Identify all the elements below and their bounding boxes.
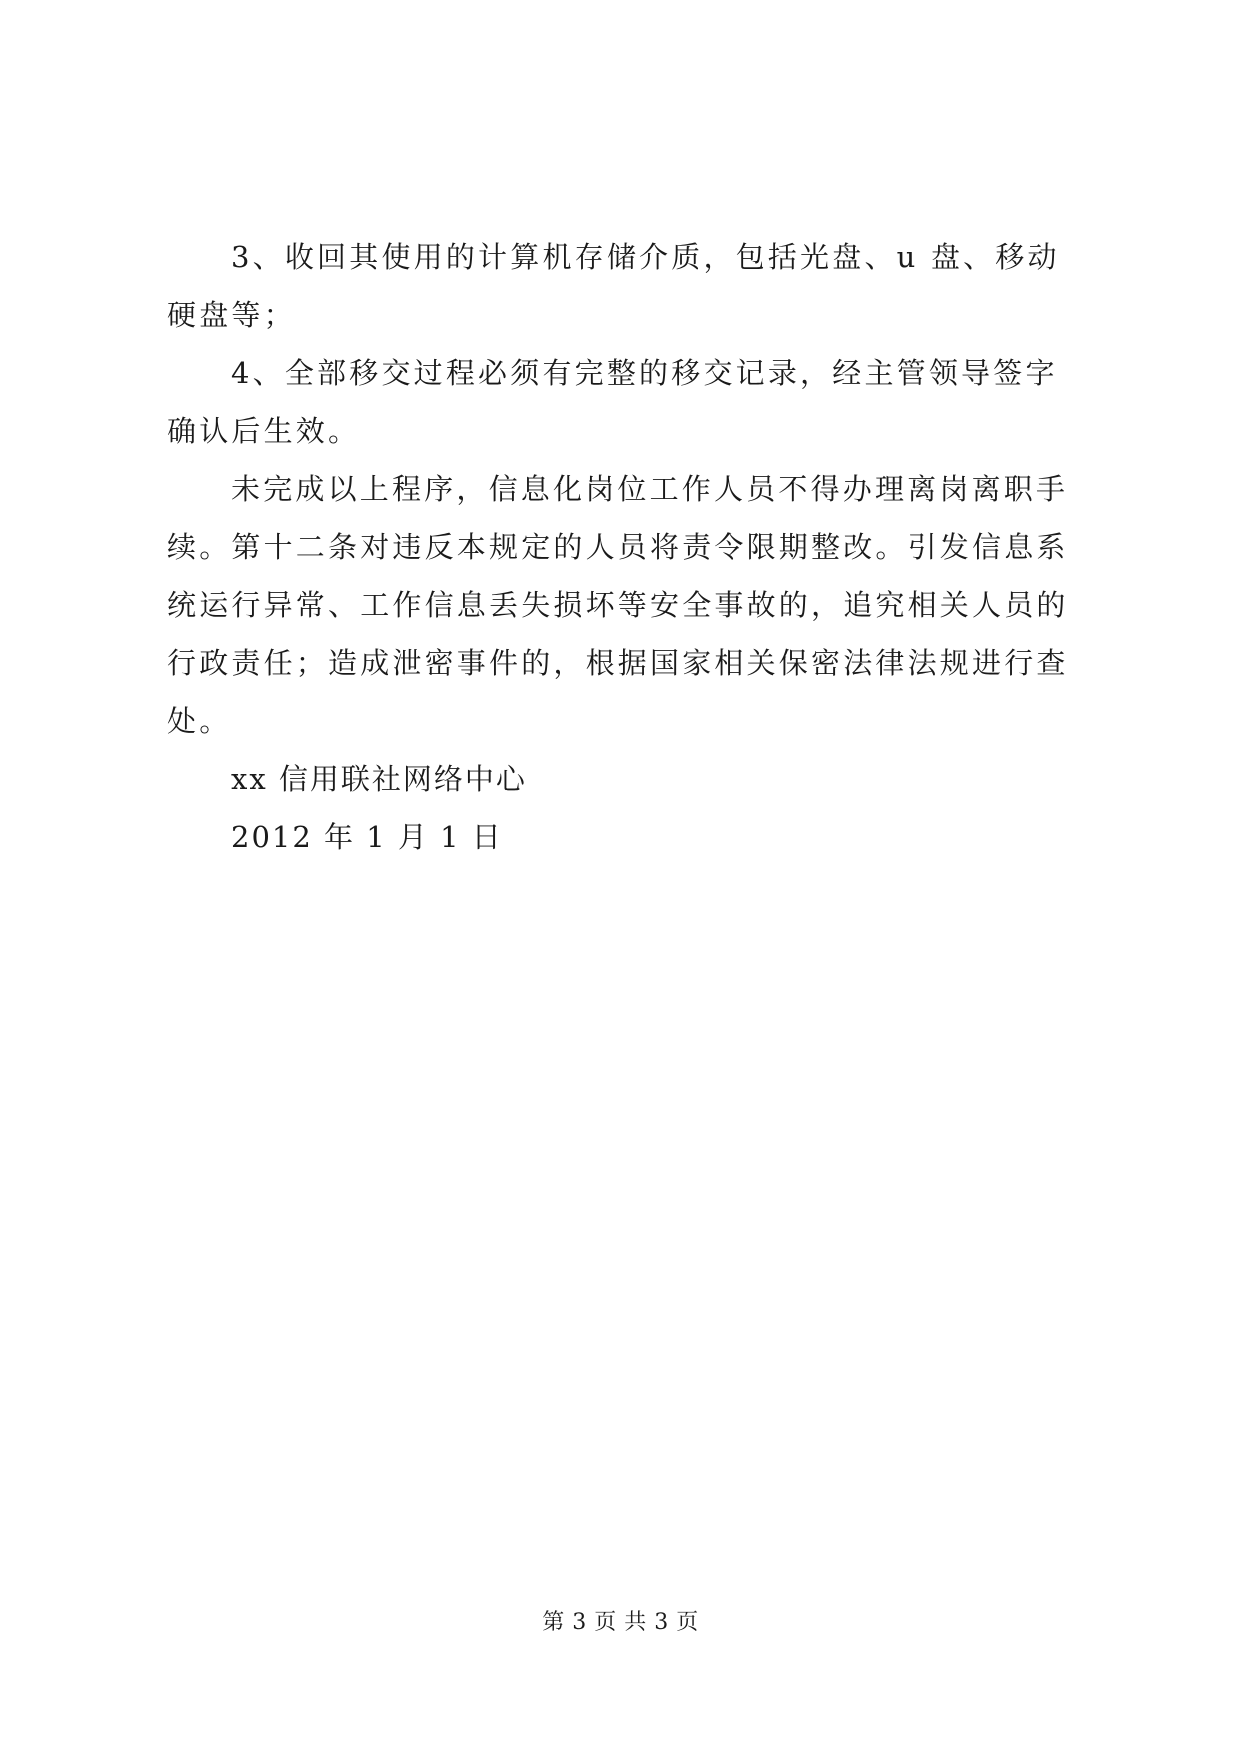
signature-organization: xx 信用联社网络中心: [231, 762, 527, 796]
paragraph-penalty: [167, 460, 1079, 750]
text-line: 3、收回其使用的计算机存储介质，包括光盘、u 盘、移动: [231, 240, 1060, 274]
text-line: 行政责任；造成泄密事件的，根据国家相关保密法律法规进行查: [167, 646, 1069, 680]
text-line: 确认后生效。: [167, 414, 361, 448]
text-line: 未完成以上程序，信息化岗位工作人员不得办理离岗离职手: [231, 472, 1069, 506]
text-line: 统运行异常、工作信息丢失损坏等安全事故的，追究相关人员的: [167, 588, 1069, 622]
paragraph-item-4: [167, 344, 1079, 460]
page-footer: 第 3 页 共 3 页: [542, 1610, 699, 1635]
text-line: 处。: [167, 704, 232, 738]
text-line: 续。第十二条对违反本规定的人员将责令限期整改。引发信息系: [167, 530, 1069, 564]
signature-date: 2012 年 1 月 1 日: [231, 820, 503, 854]
document-body: [167, 228, 1079, 866]
text-line: 硬盘等；: [167, 298, 296, 332]
paragraph-item-3: [167, 228, 1079, 344]
text-line: 4、全部移交过程必须有完整的移交记录，经主管领导签字: [231, 356, 1058, 390]
